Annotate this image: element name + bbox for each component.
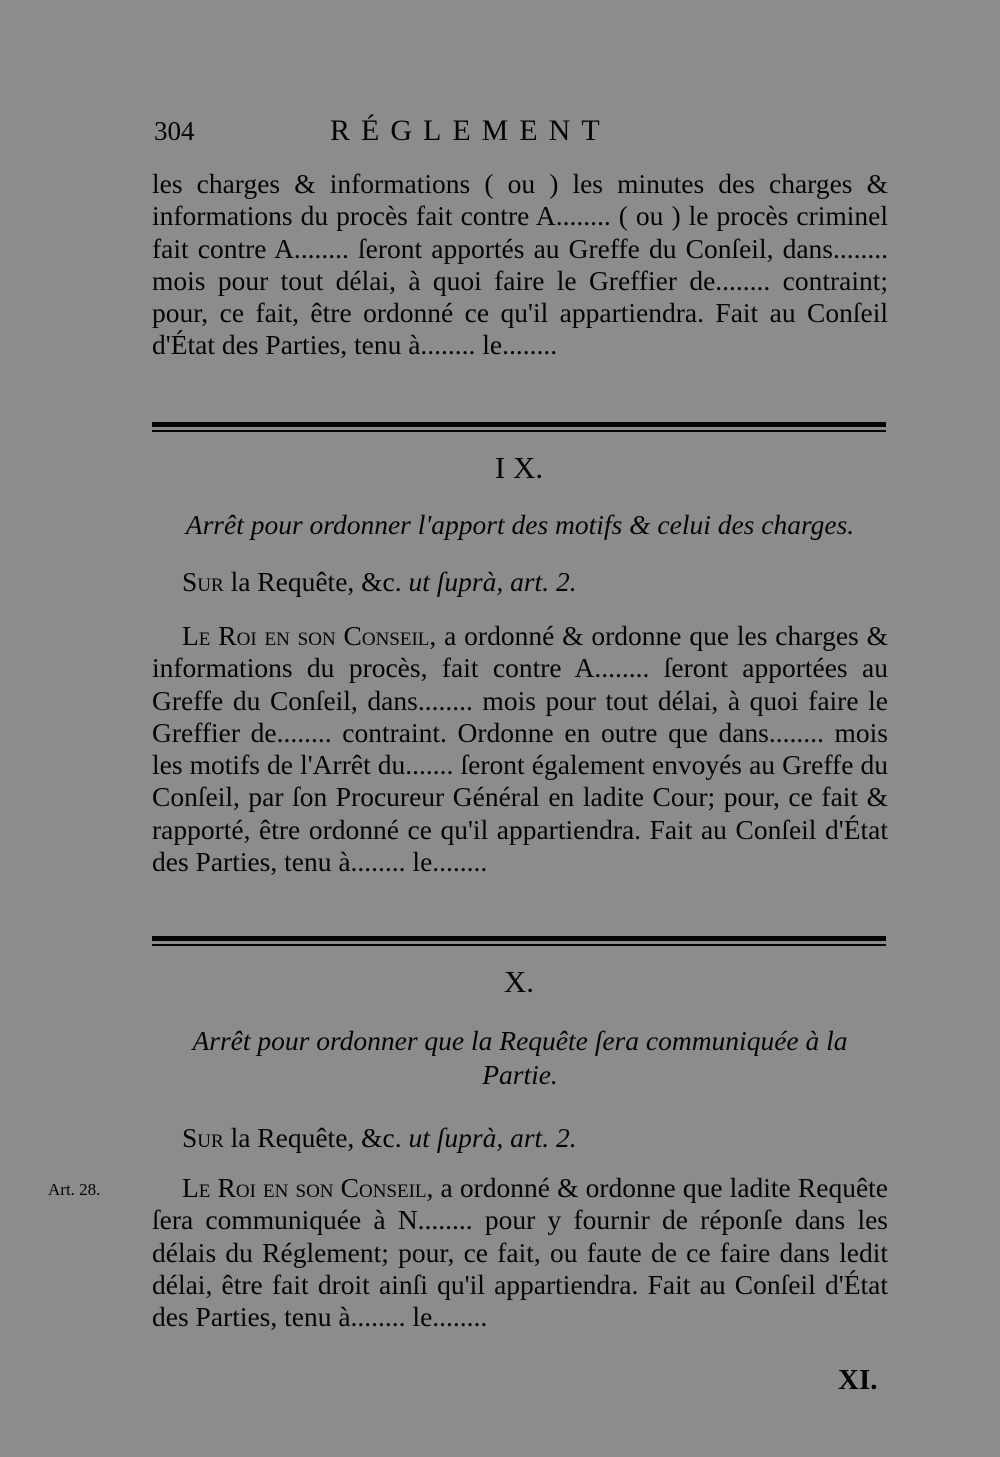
- section-x-title-line1: Arrêt pour ordonner que la Requête ſera communiquée à la: [192, 1025, 848, 1056]
- section-x-roi-paragraph: [152, 1172, 888, 1333]
- sur-reference: ut ſuprà, art. 2.: [408, 566, 577, 597]
- section-divider-rule: [152, 936, 886, 941]
- section-x-title-line2: Partie.: [482, 1059, 558, 1090]
- section-ix-number: I X.: [494, 450, 544, 485]
- sur-lead: Sur: [182, 566, 224, 597]
- margin-note: Art. 28.: [48, 1180, 101, 1199]
- sur-lead: Sur: [182, 1122, 224, 1153]
- catchword: XI.: [838, 1364, 878, 1396]
- continued-paragraph: les charges & informations ( ou ) les minutes des charges & informations du procès fait contre A........ ( ou ) le procès criminel fait contre A........ ſeront apportés au Greffe du Conſeil, dans........ mois pour tout délai, à quoi faire le Greffier de........ contraint; pour, ce fait, être ordonné ce qu'il appartiendra. Fait au Conſeil d'État des Parties, tenu à........ le........: [152, 168, 888, 361]
- roi-lead: Le Roi en son Conseil: [182, 1172, 427, 1203]
- section-x-number: X.: [503, 964, 535, 999]
- roi-lead: Le Roi en son Conseil: [182, 620, 430, 651]
- page-number: 304: [154, 116, 195, 146]
- section-ix-roi-paragraph: [152, 620, 888, 878]
- section-x-sur-paragraph: [152, 1122, 888, 1154]
- sur-rest: la Requête, &c.: [223, 566, 409, 597]
- section-ix-sur-paragraph: [152, 566, 888, 598]
- roi-rest: , a ordonné & ordonne que ladite Requête ſera communiquée à N........ pour y fournir de réponſe dans les délais du Réglement; pour, ce fait, ou faute de ce faire dans ledit délai, être fait droit ainſi qu'il appartiendra. Fait au Conſeil d'État des Parties, tenu à........ le........: [152, 1172, 888, 1333]
- section-x-title: [152, 1024, 888, 1092]
- section-ix-title: Arrêt pour ordonner l'apport des motifs & celui des charges.: [185, 509, 855, 540]
- running-head: RÉGLEMENT: [330, 114, 611, 147]
- sur-rest: la Requête, &c.: [223, 1122, 409, 1153]
- section-divider-rule: [152, 422, 886, 427]
- roi-rest: , a ordonné & ordonne que les charges & informations du procès, fait contre A........ ſeront apportées au Greffe du Conſeil, dans........ mois pour tout délai, à quoi faire le Greffier de........ contraint. Ordonne en outre que dans........ mois les motifs de l'Arrêt du....... ſeront également envoyés au Greffe du Conſeil, par ſon Procureur Général en ladite Cour; pour, ce fait & rapporté, être ordonné ce qu'il appartiendra. Fait au Conſeil d'État des Parties, tenu à........ le........: [152, 620, 888, 878]
- sur-reference: ut ſuprà, art. 2.: [408, 1122, 577, 1153]
